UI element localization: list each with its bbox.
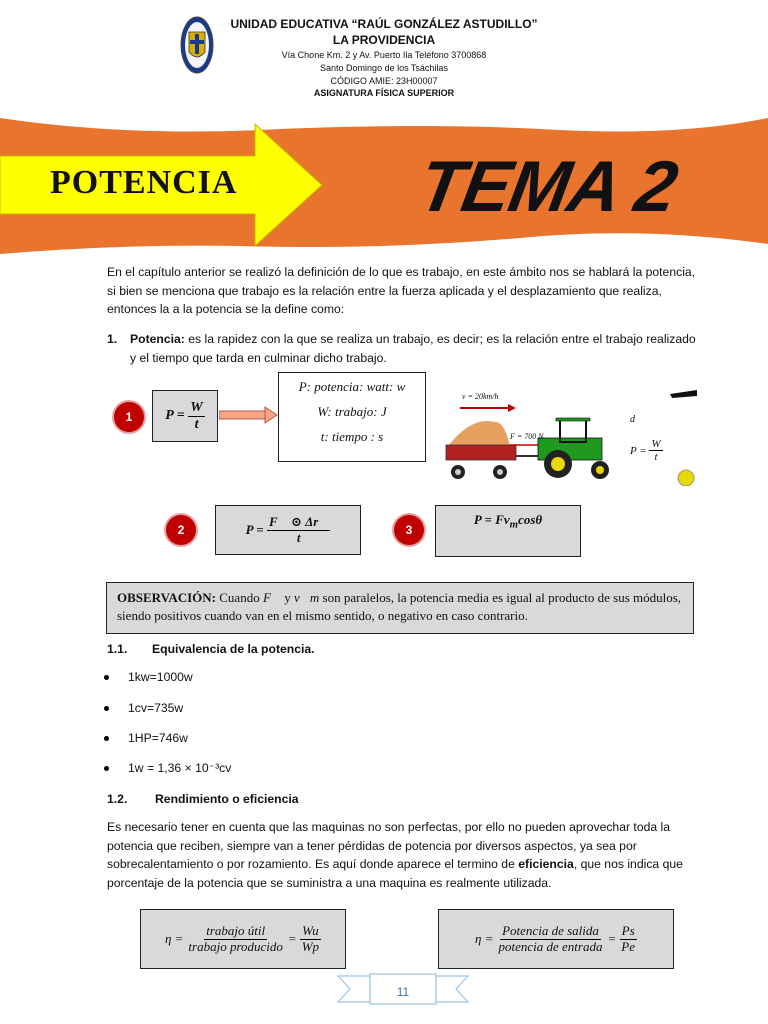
formula-2-lhs: P = [245,522,264,537]
observation-f: F⃗ [262,590,282,605]
list-item: 1HP=746w [128,731,188,745]
school-name: UNIDAD EDUCATIVA “RAÚL GONZÁLEZ ASTUDILLO” [230,17,538,31]
list-item: 1cv=735w [128,701,184,715]
formula-2-num: F⃗ ⊙ Δr⃗ [268,514,329,530]
section-1-2-number: 1.2. [107,792,128,806]
section-1-1-number: 1.1. [107,642,128,656]
school-subtitle: LA PROVIDENCIA [332,33,436,47]
left-den: trabajo producido [188,938,283,954]
observation-box [106,582,694,634]
formula-3-tail: cosθ [518,512,543,527]
efficiency-text-before: Es necesario tener en cuenta que las maquinas no son perfectas, por ello no pueden aprovechar toda la potencia que reciben, siempre van a tener pérdidas de potencia por diversos aspectos, ya sea por sobrecalentamiento o por rozamiento. Es aquí donde aparece el termino de [107,820,671,871]
item1-definition [130,330,700,367]
wu: Wu [302,923,319,939]
efficiency-text-after: , que nos indica que porcentaje de la potencia que se suministra a una maquina es realmente utilizada. [107,857,683,890]
formula-1-num: W [190,400,203,416]
section-1-1-title: Equivalencia de la potencia. [152,642,315,656]
efficiency-paragraph [107,818,699,892]
school-address: Vía Chone Km. 2 y Av. Puerto Ila Teléfono 3700868 [281,50,487,60]
pe: Pe [621,938,635,954]
formula-3-sub: m [509,518,519,531]
eta-right: η = [475,931,494,946]
page-number: 11 [396,985,410,999]
formula-1-badge: 1 [114,402,144,432]
eta-left: η = [164,931,184,946]
formula-2-den: t [296,529,301,545]
list-item: 1w = 1,36 × 10⁻³cv [128,761,232,775]
efficiency-formula-left [140,909,346,969]
school-code: CÓDIGO AMIE: 23H00007 [330,76,438,86]
legend-time: t: tiempo : s [320,429,384,444]
formula-3-main: P = Fv [473,512,510,527]
item1-text: es la rapidez con la que se realiza un trabajo, es decir; es la relación entre el trabajo realizado y el tiempo que tarda en culminar dicho trabajo. [130,332,696,365]
list-item: 1kw=1000w [128,670,193,684]
formula-3-box [435,505,581,557]
formula-1-den: t [194,416,199,432]
right-num: Potencia de salida [502,923,599,939]
right-arrow-icon [219,406,279,424]
eq-left: = [287,931,297,946]
tema-title: TEMA 2 [412,147,683,227]
eq-right: = [607,931,617,946]
observation-y: y [284,590,291,605]
item1-term: Potencia: [130,332,185,346]
tractor-figure [442,390,697,486]
tractor-power-formula [630,438,663,463]
tractor-force: F = 700 N [510,432,544,441]
school-city: Santo Domingo de los Tsáchilas [320,63,448,73]
right-den: potencia de entrada [498,938,603,954]
tractor-p-lhs: P = [630,444,647,457]
ps: Ps [621,923,635,939]
observation-vm: v⃗m [294,590,320,605]
legend-work: W: trabajo: J [317,404,387,419]
observation-label: OBSERVACIÓN: [117,590,216,605]
efficiency-bold-word: eficiencia [518,857,574,871]
formula-legend-box [278,372,426,462]
tractor-distance: d [630,414,635,425]
left-num: trabajo útil [206,923,266,939]
formula-1-box [152,390,218,442]
tractor-velocity: v = 20km/h [462,392,499,401]
subject-title: ASIGNATURA FÍSICA SUPERIOR [313,88,455,98]
intro-paragraph: En el capítulo anterior se realizó la definición de lo que es trabajo, en este ámbito nos se hablará la potencia, si bien se menciona que trabajo es la relación entre la fuerza aplicada y el desplazamiento que realiza, entonces la a la potencia se la define como: [107,265,696,316]
formula-2-badge: 2 [166,515,196,545]
arrow-title-text: POTENCIA [50,164,238,201]
item1-number: 1. [107,332,118,346]
tractor-p-num: W [651,438,661,450]
formula-2-box [215,505,361,555]
observation-text2: son paralelos, la potencia media es igual al producto de sus módulos, siendo positivos cuando van en el mismo sentido, o negativo en caso contrario. [117,590,682,623]
formula-3-badge: 3 [394,515,424,545]
observation-text1: Cuando [219,590,260,605]
tractor-p-den: t [654,451,658,464]
wp: Wp [301,938,320,954]
efficiency-formula-right [438,909,674,969]
formula-1-lhs: P = [165,408,185,423]
legend-power: P: potencia: watt: w [298,379,406,394]
section-1-2-title: Rendimiento o eficiencia [155,792,299,806]
